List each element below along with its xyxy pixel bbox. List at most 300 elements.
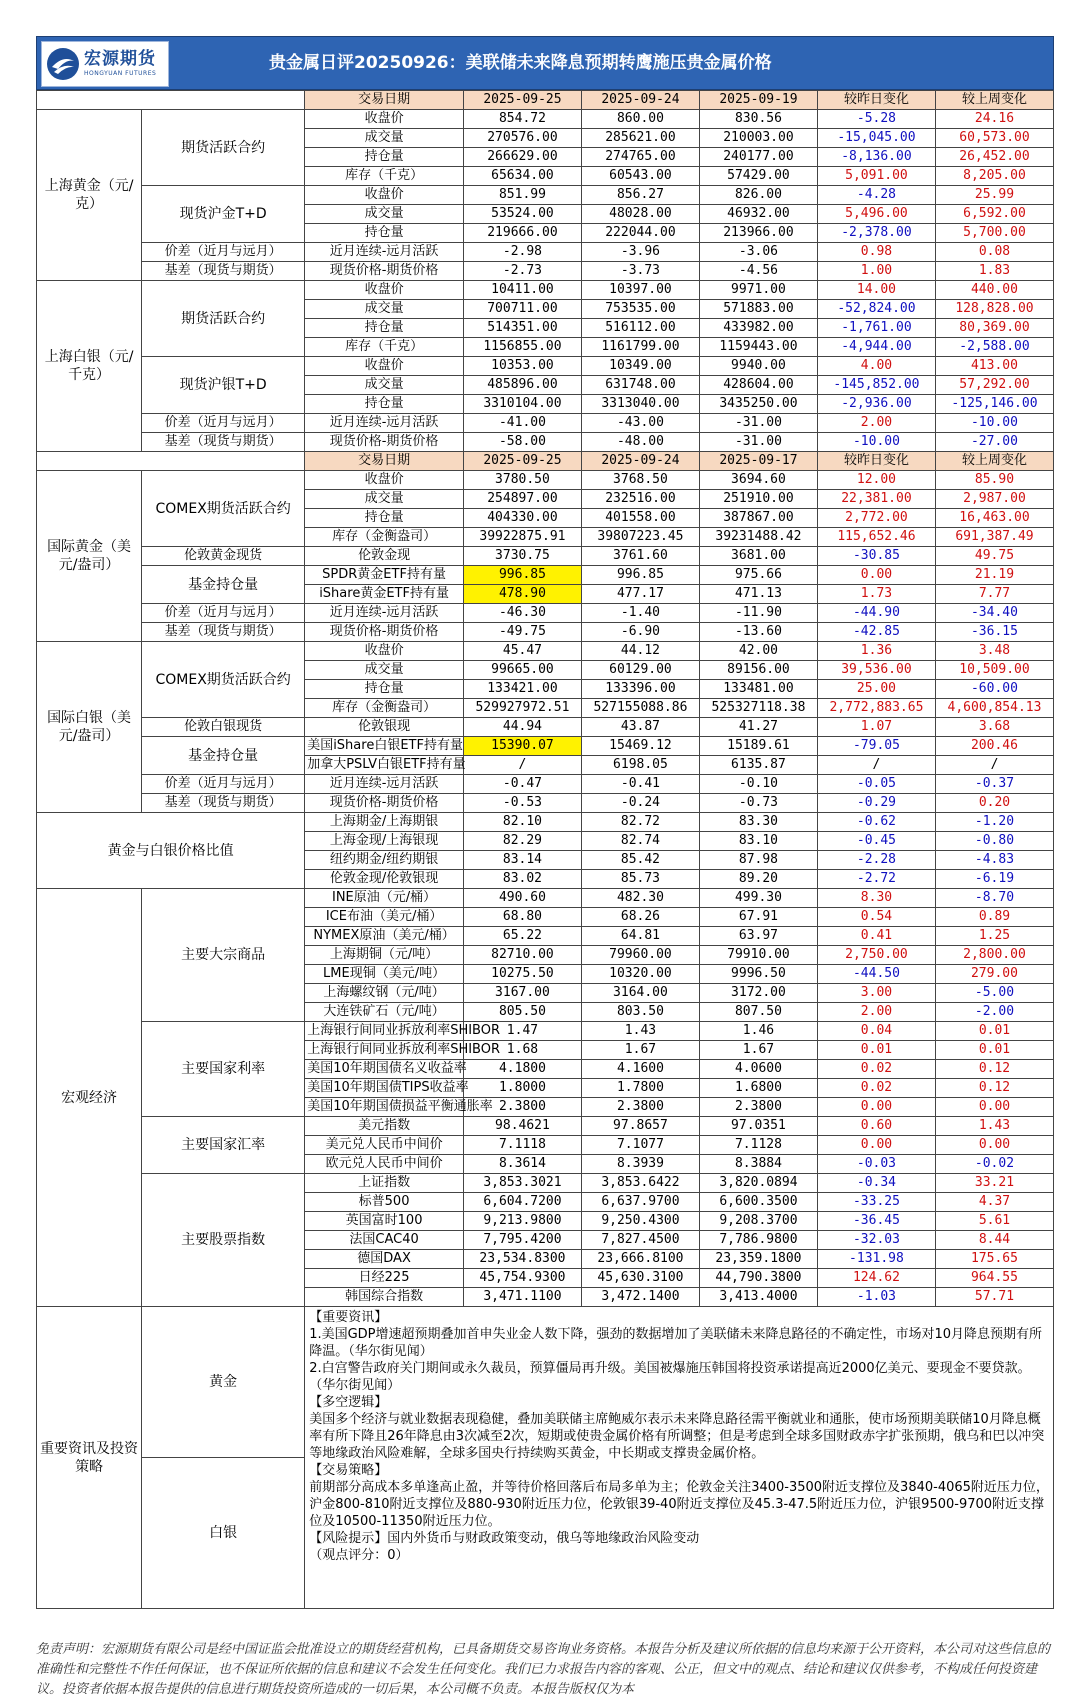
subgroup-label: 白银 xyxy=(142,1458,305,1609)
subgroup-label: 基金持仓量 xyxy=(142,737,305,775)
value-cell: 43.87 xyxy=(581,718,699,737)
subgroup-label: 基差（现货与期货） xyxy=(142,262,305,281)
value-cell: 10397.00 xyxy=(581,281,699,300)
value-cell: 631748.00 xyxy=(581,376,699,395)
weekly-change-cell: 49.75 xyxy=(935,547,1053,566)
value-cell: 9,208.3700 xyxy=(699,1212,817,1231)
subgroup-label: 基差（现货与期货） xyxy=(142,623,305,642)
weekly-change-cell: 2,800.00 xyxy=(935,946,1053,965)
table-row xyxy=(37,262,1054,281)
value-cell: 7.1128 xyxy=(699,1136,817,1155)
row-label: 近月连续-远月活跃 xyxy=(305,414,464,433)
subgroup-label: 现货沪银T+D xyxy=(142,357,305,414)
value-cell: 44,790.3800 xyxy=(699,1269,817,1288)
table-row xyxy=(37,737,1054,756)
value-cell: 219666.00 xyxy=(463,224,581,243)
news-paragraph: 美国多个经济与就业数据表现稳健，叠加美联储主席鲍威尔表示未来降息路径需平衡就业和通胀，使市场预期美联储10月降息概率有所下降且26年降息由3次减至2次，短期或使贵金属价格有所调整；但是考虑到全球多国财政赤字扩张预期，俄乌和巴以冲突等地缘政治风险难解，全球多国央行持续购买黄金，中长期或支撑贵金属价格。 xyxy=(309,1412,1045,1461)
daily-change-cell: 2.00 xyxy=(817,414,935,433)
row-label: 收盘价 xyxy=(305,110,464,129)
weekly-change-cell: 0.20 xyxy=(935,794,1053,813)
value-cell: -31.00 xyxy=(699,433,817,452)
weekly-change-cell: -6.19 xyxy=(935,870,1053,889)
row-label: 近月连续-远月活跃 xyxy=(305,604,464,623)
daily-change-cell: 0.54 xyxy=(817,908,935,927)
daily-change-cell: 5,091.00 xyxy=(817,167,935,186)
value-cell: 9940.00 xyxy=(699,357,817,376)
value-cell: 4.1800 xyxy=(463,1060,581,1079)
value-cell: 851.99 xyxy=(463,186,581,205)
row-label: 持仓量 xyxy=(305,509,464,528)
value-cell: 6198.05 xyxy=(581,756,699,775)
weekly-change-cell: 964.55 xyxy=(935,1269,1053,1288)
value-cell: -2.73 xyxy=(463,262,581,281)
value-cell: 477.17 xyxy=(581,585,699,604)
value-cell: 68.80 xyxy=(463,908,581,927)
value-cell: -58.00 xyxy=(463,433,581,452)
value-cell: 4.0600 xyxy=(699,1060,817,1079)
logo-chinese-name: 宏源期货 xyxy=(84,49,156,69)
table-row xyxy=(37,243,1054,262)
weekly-change-cell: -0.37 xyxy=(935,775,1053,794)
row-label: 标普500 xyxy=(305,1193,464,1212)
daily-change-cell: -0.62 xyxy=(817,813,935,832)
value-cell: 1.7800 xyxy=(581,1079,699,1098)
daily-change-cell: 5,496.00 xyxy=(817,205,935,224)
daily-change-cell: 4.00 xyxy=(817,357,935,376)
value-cell: 67.91 xyxy=(699,908,817,927)
logo-english-name: HONGYUAN FUTURES xyxy=(84,70,157,77)
row-label: 成交量 xyxy=(305,300,464,319)
row-label: LME现铜（美元/吨） xyxy=(305,965,464,984)
value-cell: 15189.61 xyxy=(699,737,817,756)
daily-change-cell: 12.00 xyxy=(817,471,935,490)
column-header: 2025-09-25 xyxy=(463,91,581,110)
value-cell: -2.98 xyxy=(463,243,581,262)
weekly-change-cell: 57.71 xyxy=(935,1288,1053,1307)
weekly-change-cell: 21.19 xyxy=(935,566,1053,585)
daily-change-cell: -33.25 xyxy=(817,1193,935,1212)
column-header: 2025-09-25 xyxy=(463,452,581,471)
weekly-change-cell: 0.01 xyxy=(935,1022,1053,1041)
value-cell: 65634.00 xyxy=(463,167,581,186)
daily-change-cell: 1.73 xyxy=(817,585,935,604)
weekly-change-cell: -36.15 xyxy=(935,623,1053,642)
value-cell: 45,630.3100 xyxy=(581,1269,699,1288)
value-cell: 79910.00 xyxy=(699,946,817,965)
value-cell: -48.00 xyxy=(581,433,699,452)
value-cell: 97.8657 xyxy=(581,1117,699,1136)
value-cell: 514351.00 xyxy=(463,319,581,338)
table-row xyxy=(37,281,1054,300)
value-cell: 133396.00 xyxy=(581,680,699,699)
table-row xyxy=(37,1022,1054,1041)
value-cell: 1.46 xyxy=(699,1022,817,1041)
row-label: 上海银行间同业拆放利率SHIBOR xyxy=(305,1041,464,1060)
weekly-change-cell: 26,452.00 xyxy=(935,148,1053,167)
row-label: 伦敦银现 xyxy=(305,718,464,737)
daily-change-cell: 2,750.00 xyxy=(817,946,935,965)
daily-change-cell: -0.34 xyxy=(817,1174,935,1193)
weekly-change-cell: -4.83 xyxy=(935,851,1053,870)
company-logo xyxy=(41,41,169,87)
value-cell: 1.67 xyxy=(581,1041,699,1060)
value-cell: 7.1118 xyxy=(463,1136,581,1155)
row-label: 上海期铜（元/吨） xyxy=(305,946,464,965)
column-header: 较昨日变化 xyxy=(817,91,935,110)
value-cell: 10275.50 xyxy=(463,965,581,984)
report-title: 贵金属日评20250926：美联储未来降息预期转鹰施压贵金属价格 xyxy=(269,53,772,73)
daily-change-cell: -2,378.00 xyxy=(817,224,935,243)
news-section-heading: 【重要资讯】 xyxy=(309,1310,388,1325)
value-cell: 3435250.00 xyxy=(699,395,817,414)
weekly-change-cell: -60.00 xyxy=(935,680,1053,699)
weekly-change-cell: 8.44 xyxy=(935,1231,1053,1250)
subgroup-label: 伦敦白银现货 xyxy=(142,718,305,737)
value-cell: 23,359.1800 xyxy=(699,1250,817,1269)
value-cell: 89156.00 xyxy=(699,661,817,680)
value-cell: 996.85 xyxy=(581,566,699,585)
table-row xyxy=(37,1117,1054,1136)
weekly-change-cell: 691,387.49 xyxy=(935,528,1053,547)
row-label: 现货价格-期货价格 xyxy=(305,262,464,281)
column-header: 2025-09-17 xyxy=(699,452,817,471)
value-cell: 48028.00 xyxy=(581,205,699,224)
value-cell: -0.47 xyxy=(463,775,581,794)
value-cell: 39922875.91 xyxy=(463,528,581,547)
daily-change-cell: 1.00 xyxy=(817,262,935,281)
value-cell: 10411.00 xyxy=(463,281,581,300)
value-cell: 83.10 xyxy=(699,832,817,851)
row-label: 库存（金衡盎司） xyxy=(305,699,464,718)
weekly-change-cell: -0.80 xyxy=(935,832,1053,851)
weekly-change-cell: 7.77 xyxy=(935,585,1053,604)
value-cell: 8.3939 xyxy=(581,1155,699,1174)
row-label: 欧元兑人民币中间价 xyxy=(305,1155,464,1174)
weekly-change-cell: 6,592.00 xyxy=(935,205,1053,224)
weekly-change-cell: 279.00 xyxy=(935,965,1053,984)
weekly-change-cell: -5.00 xyxy=(935,984,1053,1003)
value-cell: 98.4621 xyxy=(463,1117,581,1136)
value-cell: 387867.00 xyxy=(699,509,817,528)
daily-change-cell: -0.29 xyxy=(817,794,935,813)
daily-change-cell: 0.02 xyxy=(817,1060,935,1079)
value-cell: 83.14 xyxy=(463,851,581,870)
row-label: 近月连续-远月活跃 xyxy=(305,243,464,262)
weekly-change-cell: 4,600,854.13 xyxy=(935,699,1053,718)
weekly-change-cell: 8,205.00 xyxy=(935,167,1053,186)
value-cell: / xyxy=(463,756,581,775)
value-cell: 3172.00 xyxy=(699,984,817,1003)
value-cell: 65.22 xyxy=(463,927,581,946)
value-cell: 6135.87 xyxy=(699,756,817,775)
daily-change-cell: / xyxy=(817,756,935,775)
value-cell: 3,471.1100 xyxy=(463,1288,581,1307)
value-cell: -3.96 xyxy=(581,243,699,262)
value-cell: 3730.75 xyxy=(463,547,581,566)
daily-change-cell: -145,852.00 xyxy=(817,376,935,395)
row-label: 美国iShare白银ETF持有量 xyxy=(305,737,464,756)
subgroup-label: 主要大宗商品 xyxy=(142,889,305,1022)
value-cell: 99665.00 xyxy=(463,661,581,680)
value-cell: 10320.00 xyxy=(581,965,699,984)
value-cell: 133421.00 xyxy=(463,680,581,699)
daily-change-cell: -8,136.00 xyxy=(817,148,935,167)
daily-change-cell: -2.72 xyxy=(817,870,935,889)
value-cell: 856.27 xyxy=(581,186,699,205)
table-row xyxy=(37,91,1054,110)
value-cell: -31.00 xyxy=(699,414,817,433)
weekly-change-cell: 60,573.00 xyxy=(935,129,1053,148)
daily-change-cell: 8.30 xyxy=(817,889,935,908)
value-cell: 3,413.4000 xyxy=(699,1288,817,1307)
daily-change-cell: 0.01 xyxy=(817,1041,935,1060)
column-header: 2025-09-19 xyxy=(699,91,817,110)
row-label: 现货价格-期货价格 xyxy=(305,433,464,452)
value-cell: 2.3800 xyxy=(581,1098,699,1117)
value-cell: 87.98 xyxy=(699,851,817,870)
value-cell: 82.74 xyxy=(581,832,699,851)
daily-change-cell: 14.00 xyxy=(817,281,935,300)
value-cell: 251910.00 xyxy=(699,490,817,509)
weekly-change-cell: -2.00 xyxy=(935,1003,1053,1022)
value-cell: 7.1077 xyxy=(581,1136,699,1155)
weekly-change-cell: 0.12 xyxy=(935,1079,1053,1098)
daily-change-cell: -131.98 xyxy=(817,1250,935,1269)
daily-change-cell: -10.00 xyxy=(817,433,935,452)
value-cell: 222044.00 xyxy=(581,224,699,243)
value-cell: 79960.00 xyxy=(581,946,699,965)
row-label: 现货价格-期货价格 xyxy=(305,623,464,642)
value-cell: 23,534.8300 xyxy=(463,1250,581,1269)
weekly-change-cell: -10.00 xyxy=(935,414,1053,433)
value-cell: -49.75 xyxy=(463,623,581,642)
daily-change-cell: -79.05 xyxy=(817,737,935,756)
value-cell: 1.6800 xyxy=(699,1079,817,1098)
value-cell: 64.81 xyxy=(581,927,699,946)
table-row xyxy=(37,718,1054,737)
row-label: 库存（千克） xyxy=(305,338,464,357)
daily-change-cell: -30.85 xyxy=(817,547,935,566)
column-header: 较上周变化 xyxy=(935,91,1053,110)
subgroup-label: 价差（近月与远月） xyxy=(142,775,305,794)
subgroup-label: 伦敦黄金现货 xyxy=(142,547,305,566)
value-cell: 830.56 xyxy=(699,110,817,129)
value-cell: 15390.07 xyxy=(463,737,581,756)
subgroup-label: 基金持仓量 xyxy=(142,566,305,604)
report-header xyxy=(36,36,1054,90)
value-cell: 499.30 xyxy=(699,889,817,908)
value-cell: 44.12 xyxy=(581,642,699,661)
column-header: 交易日期 xyxy=(305,91,464,110)
group-label: 重要资讯及投资策略 xyxy=(37,1307,142,1609)
weekly-change-cell: 5.61 xyxy=(935,1212,1053,1231)
value-cell: 854.72 xyxy=(463,110,581,129)
value-cell: 1159443.00 xyxy=(699,338,817,357)
row-label: 持仓量 xyxy=(305,395,464,414)
news-panel xyxy=(305,1307,1054,1609)
news-paragraph: 前期部分高成本多单逢高止盈，并等待价格回落后布局多单为主；伦敦金关注3400-3500附近支撑位及3840-4065附近压力位，沪金800-810附近支撑位及880-930附近压力位，伦敦银39-40附近支撑位及45.3-47.5附近压力位，沪银9500-9700附近支撑位及10500-11350附近压力位。 xyxy=(309,1480,1049,1529)
value-cell: 232516.00 xyxy=(581,490,699,509)
daily-change-cell: -0.05 xyxy=(817,775,935,794)
value-cell: 485896.00 xyxy=(463,376,581,395)
row-label: 加拿大PSLV白银ETF持有量 xyxy=(305,756,464,775)
value-cell: 753535.00 xyxy=(581,300,699,319)
daily-change-cell: 0.00 xyxy=(817,1098,935,1117)
weekly-change-cell: -125,146.00 xyxy=(935,395,1053,414)
row-label: 伦敦金现 xyxy=(305,547,464,566)
value-cell: 57429.00 xyxy=(699,167,817,186)
group-label: 上海黄金（元/克） xyxy=(37,110,142,281)
row-label: INE原油（元/桶） xyxy=(305,889,464,908)
blank-header-cell xyxy=(37,91,305,110)
daily-change-cell: -44.50 xyxy=(817,965,935,984)
column-header: 2025-09-24 xyxy=(581,91,699,110)
value-cell: 1.47 xyxy=(463,1022,581,1041)
value-cell: 401558.00 xyxy=(581,509,699,528)
subgroup-label: 价差（近月与远月） xyxy=(142,243,305,262)
table-row xyxy=(37,471,1054,490)
value-cell: 803.50 xyxy=(581,1003,699,1022)
row-label: ICE布油（美元/桶） xyxy=(305,908,464,927)
daily-change-cell: 39,536.00 xyxy=(817,661,935,680)
weekly-change-cell: / xyxy=(935,756,1053,775)
daily-change-cell: 2.00 xyxy=(817,1003,935,1022)
group-label: 上海白银（元/千克） xyxy=(37,281,142,452)
subgroup-label: COMEX期货活跃合约 xyxy=(142,471,305,547)
weekly-change-cell: 0.00 xyxy=(935,1098,1053,1117)
value-cell: -43.00 xyxy=(581,414,699,433)
news-paragraph: （观点评分：0） xyxy=(309,1548,409,1563)
row-label: 上证指数 xyxy=(305,1174,464,1193)
weekly-change-cell: 1.43 xyxy=(935,1117,1053,1136)
weekly-change-cell: 10,509.00 xyxy=(935,661,1053,680)
daily-change-cell: -2.28 xyxy=(817,851,935,870)
value-cell: 83.30 xyxy=(699,813,817,832)
row-label: SPDR黄金ETF持有量 xyxy=(305,566,464,585)
value-cell: 213966.00 xyxy=(699,224,817,243)
value-cell: 975.66 xyxy=(699,566,817,585)
daily-change-cell: 124.62 xyxy=(817,1269,935,1288)
value-cell: 6,637.9700 xyxy=(581,1193,699,1212)
news-paragraph: 1.美国GDP增速超预期叠加首申失业金人数下降，强劲的数据增加了美联储未来降息路径的不确定性，市场对10月降息预期有所降温。（华尔街见闻） xyxy=(309,1327,1043,1359)
row-label: 上海螺纹钢（元/吨） xyxy=(305,984,464,1003)
value-cell: 1161799.00 xyxy=(581,338,699,357)
weekly-change-cell: 0.01 xyxy=(935,1041,1053,1060)
daily-change-cell: 0.00 xyxy=(817,566,935,585)
subgroup-label: 主要国家汇率 xyxy=(142,1117,305,1174)
row-label: 现货价格-期货价格 xyxy=(305,794,464,813)
weekly-change-cell: 4.37 xyxy=(935,1193,1053,1212)
weekly-change-cell: 80,369.00 xyxy=(935,319,1053,338)
value-cell: -0.10 xyxy=(699,775,817,794)
daily-change-cell: 3.00 xyxy=(817,984,935,1003)
row-label: 收盘价 xyxy=(305,186,464,205)
daily-change-cell: -44.90 xyxy=(817,604,935,623)
daily-change-cell: -0.45 xyxy=(817,832,935,851)
subgroup-label: 基差（现货与期货） xyxy=(142,433,305,452)
value-cell: 3164.00 xyxy=(581,984,699,1003)
value-cell: 7,827.4500 xyxy=(581,1231,699,1250)
column-header: 交易日期 xyxy=(305,452,464,471)
value-cell: 9971.00 xyxy=(699,281,817,300)
daily-change-cell: 0.00 xyxy=(817,1136,935,1155)
value-cell: 285621.00 xyxy=(581,129,699,148)
group-label: 国际黄金（美元/盎司） xyxy=(37,471,142,642)
subgroup-label: COMEX期货活跃合约 xyxy=(142,642,305,718)
table-row xyxy=(37,794,1054,813)
news-section-heading: 【多空逻辑】 xyxy=(309,1395,388,1410)
weekly-change-cell: -27.00 xyxy=(935,433,1053,452)
weekly-change-cell: 175.65 xyxy=(935,1250,1053,1269)
value-cell: 1.43 xyxy=(581,1022,699,1041)
row-label: 近月连续-远月活跃 xyxy=(305,775,464,794)
daily-change-cell: 22,381.00 xyxy=(817,490,935,509)
value-cell: 44.94 xyxy=(463,718,581,737)
daily-change-cell: 115,652.46 xyxy=(817,528,935,547)
value-cell: 97.0351 xyxy=(699,1117,817,1136)
value-cell: 3,820.0894 xyxy=(699,1174,817,1193)
weekly-change-cell: 440.00 xyxy=(935,281,1053,300)
value-cell: 39231488.42 xyxy=(699,528,817,547)
value-cell: 805.50 xyxy=(463,1003,581,1022)
value-cell: -13.60 xyxy=(699,623,817,642)
table-row xyxy=(37,623,1054,642)
row-label: 上海银行间同业拆放利率SHIBOR xyxy=(305,1022,464,1041)
table-row xyxy=(37,433,1054,452)
table-row xyxy=(37,813,1054,832)
daily-change-cell: -2,936.00 xyxy=(817,395,935,414)
subgroup-label: 现货沪金T+D xyxy=(142,186,305,243)
value-cell: -4.56 xyxy=(699,262,817,281)
value-cell: 240177.00 xyxy=(699,148,817,167)
subgroup-label: 价差（近月与远月） xyxy=(142,414,305,433)
value-cell: 471.13 xyxy=(699,585,817,604)
value-cell: 82710.00 xyxy=(463,946,581,965)
row-label: 持仓量 xyxy=(305,680,464,699)
weekly-change-cell: 57,292.00 xyxy=(935,376,1053,395)
value-cell: 8.3614 xyxy=(463,1155,581,1174)
row-label: 美国10年期国债TIPS收益率 xyxy=(305,1079,464,1098)
daily-change-cell: -4,944.00 xyxy=(817,338,935,357)
column-header: 较上周变化 xyxy=(935,452,1053,471)
row-label: 美元指数 xyxy=(305,1117,464,1136)
weekly-change-cell: 5,700.00 xyxy=(935,224,1053,243)
table-row xyxy=(37,566,1054,585)
table-row xyxy=(37,110,1054,129)
row-label: 成交量 xyxy=(305,205,464,224)
group-label: 宏观经济 xyxy=(37,889,142,1307)
value-cell: 7,795.4200 xyxy=(463,1231,581,1250)
weekly-change-cell: 0.12 xyxy=(935,1060,1053,1079)
value-cell: 53524.00 xyxy=(463,205,581,224)
row-label: 美国10年期国债损益平衡通胀率 xyxy=(305,1098,464,1117)
value-cell: 1.67 xyxy=(699,1041,817,1060)
weekly-change-cell: 16,463.00 xyxy=(935,509,1053,528)
value-cell: 1.8000 xyxy=(463,1079,581,1098)
table-row xyxy=(37,547,1054,566)
daily-change-cell: -5.28 xyxy=(817,110,935,129)
row-label: 成交量 xyxy=(305,490,464,509)
value-cell: 3,853.6422 xyxy=(581,1174,699,1193)
value-cell: 63.97 xyxy=(699,927,817,946)
daily-change-cell: -15,045.00 xyxy=(817,129,935,148)
value-cell: 68.26 xyxy=(581,908,699,927)
news-paragraph: 2.白宫警告政府关门期间或永久裁员，预算僵局再升级。美国被爆施压韩国将投资承诺提高近2000亿美元、要现金不要贷款。（华尔街见闻） xyxy=(309,1361,1031,1393)
daily-change-cell: 25.00 xyxy=(817,680,935,699)
row-label: 库存（千克） xyxy=(305,167,464,186)
value-cell: 807.50 xyxy=(699,1003,817,1022)
weekly-change-cell: 200.46 xyxy=(935,737,1053,756)
